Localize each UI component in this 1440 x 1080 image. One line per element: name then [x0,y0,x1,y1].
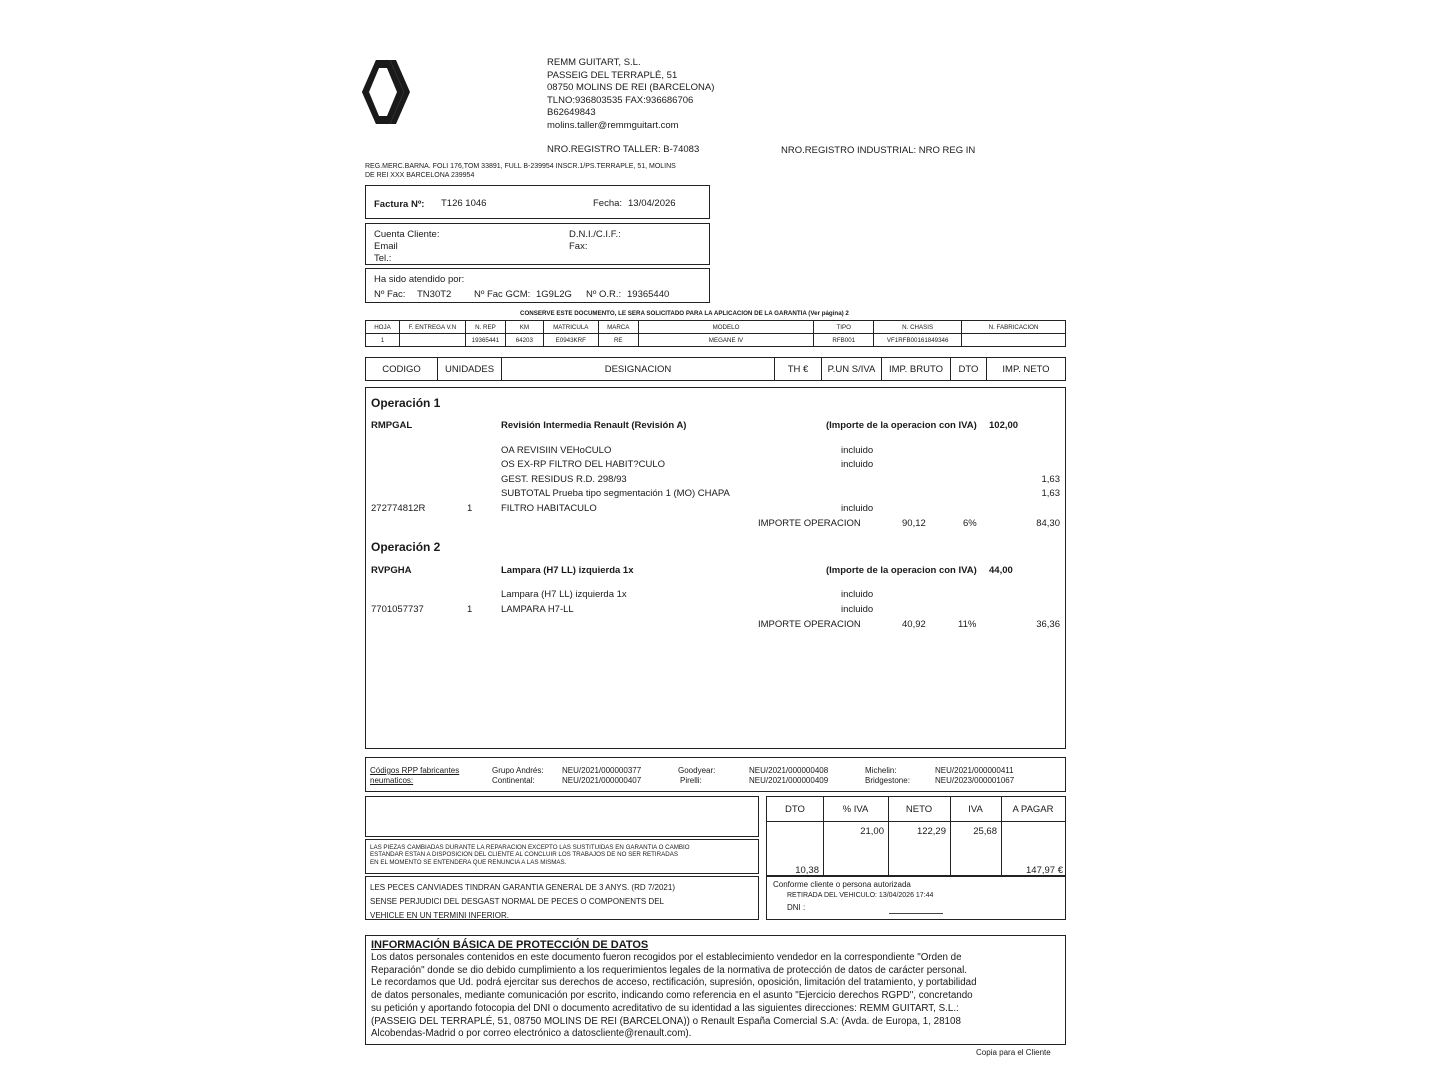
company-city: 08750 MOLINS DE REI (BARCELONA) [547,82,715,94]
rpp-code: NEU/2021/000000377 [562,766,642,775]
client-account-label: Cuenta Cliente: [374,229,440,240]
line-desc: OA REVISIIN VEHoCULO [501,445,612,456]
vehicle-header-cell: KM [505,321,543,334]
totals-header-pagar: A PAGAR [1012,804,1054,815]
vehicle-header-cell: N. FABRICACION [962,321,1066,334]
col-header-dto: DTO [951,358,987,380]
operation-2-summary-net: 36,36 [1036,619,1060,630]
guarantee-line-1: LES PECES CANVIADES TINDRAN GARANTIA GENERAL DE 3 ANYS. (RD 7/2021) [370,883,675,892]
operation-2-summary-label: IMPORTE OPERACION [758,619,861,630]
company-address [547,57,714,133]
vehicle-header-row [366,321,1066,334]
vehicle-header-cell: MATRICULA [543,321,598,334]
signature-line [889,913,943,914]
rpp-box [365,757,1066,792]
vehicle-value-cell: 64203 [505,334,543,347]
blank-notes-box [365,796,759,837]
registro-taller: NRO.REGISTRO TALLER: B-74083 [547,144,700,155]
privacy-box [365,935,1066,1045]
client-tel-label: Tel.: [374,253,392,264]
vehicle-header-cell: F. ENTREGA V.N [399,321,465,334]
rpp-brand: Continental: [492,776,535,785]
operation-2-summary-dto: 11% [958,619,977,630]
invoice-number: T126 1046 [441,198,487,209]
vehicle-header-cell: HOJA [366,321,400,334]
gcm-label: Nº Fac GCM: [474,289,531,300]
signature-retirada: RETIRADA DEL VEHICULO: 13/04/2026 17:44 [787,892,934,899]
col-header-unidades: UNIDADES [438,358,502,380]
renault-logo [360,58,412,126]
privacy-text [371,952,1060,1041]
operation-2-code: RVPGHA [371,565,412,576]
rpp-code: NEU/2021/000000409 [749,776,829,785]
operation-1-summary-net: 84,30 [1036,518,1060,529]
mercantil-line-1: REG.MERC.BARNA. FOLI 176,TOM 33891, FULL B-239954 INSCR.1/PS.TERRAPLE, 51, MOLINS [365,163,676,170]
parts-notice-line-1: LAS PIEZAS CAMBIADAS DURANTE LA REPARACION EXCEPTO LAS SUSTITUIDAS EN GARANTIA O CAMBIO [370,844,690,851]
operation-1-summary-label: IMPORTE OPERACION [758,518,861,529]
vehicle-value-cell [399,334,465,347]
nfac-label: Nº Fac: [374,289,406,300]
operation-1-iva-label: (Importe de la operacion con IVA) [826,420,977,431]
totals-header-iva: IVA [968,804,983,815]
operation-2-iva-label: (Importe de la operacion con IVA) [826,565,977,576]
vehicle-value-cell: 1 [366,334,400,347]
line-code: 7701057737 [371,604,424,615]
vehicle-header-cell: N. CHASIS [874,321,962,334]
line-status: incluido [841,459,874,470]
invoice-date-label: Fecha: [593,198,623,209]
col-header-pun: P.UN S/IVA [822,358,882,380]
lines-header [365,357,1066,381]
privacy-line: Le recordamos que Ud. podrá ejercitar sus derechos de acceso, rectificación, supresión, oposición, limitación del tratamiento, y portabilidad [371,977,977,989]
lines-body [365,387,1066,749]
client-email-label: Email [374,241,398,252]
line-desc: OS EX-RP FILTRO DEL HABIT?CULO [501,459,666,470]
col-header-bruto: IMP. BRUTO [882,358,951,380]
rpp-code: NEU/2021/000000408 [749,766,829,775]
line-desc: FILTRO HABITACULO [501,503,597,514]
guarantee-line-3: VEHICLE EN UN TERMINI INFERIOR. [370,911,509,920]
col-header-th: TH € [775,358,822,380]
vehicle-value-cell: 19365441 [465,334,505,347]
company-phones: TLNO:936803535 FAX:936686706 [547,94,694,106]
totals-box [766,796,1066,876]
guarantee-box [365,876,759,920]
mercantil-line-2: DE REI XXX BARCELONA 239954 [365,171,475,179]
privacy-line: su petición y aportando fotocopia del DNI o documento acreditativo de su identidad a las siguientes direcciones: REMM GUITART, S.L.: [371,1002,959,1014]
attended-label: Ha sido atendido por: [374,274,465,285]
line-net: 1,63 [1041,488,1060,499]
operation-2-title: Operación 2 [371,540,441,554]
operation-2-name: Lampara (H7 LL) izquierda 1x [501,565,634,576]
operation-1-iva-total: 102,00 [989,420,1019,431]
operation-2-iva-total: 44,00 [989,565,1013,576]
privacy-line: (PASSEIG DEL TERRAPLÉ, 51, 08750 MOLINS DE REI (BARCELONA)) o Renault España Comercial S.A: (Avda. de Europa, 1, 28108 [371,1015,961,1027]
line-status: incluido [841,445,874,456]
totals-iva: 25,68 [973,826,997,837]
col-header-neto: IMP. NETO [1002,363,1050,375]
operation-1-summary-dto: 6% [963,518,977,529]
totals-header-neto: NETO [905,804,933,815]
totals-iva-pct: 21,00 [860,826,884,837]
warranty-note: CONSERVE ESTE DOCUMENTO, LE SERA SOLICITADO PARA LA APLICACION DE LA GARANTIA (Ver página) 2 [520,310,849,317]
footer-copy: Copia para el Cliente [976,1048,1051,1057]
rpp-brand: Bridgestone: [865,776,910,785]
company-cif: B62649843 [547,107,596,119]
vehicle-value-cell [962,334,1066,347]
privacy-line: Los datos personales contenidos en este documento fueron recogidos por el establecimiento vendedor en la correspondiente "Orden de [371,952,962,963]
col-header-designacion: DESIGNACION [502,358,775,380]
vehicle-header-cell: MARCA [598,321,638,334]
vehicle-table [365,320,1066,347]
rpp-code: NEU/2021/000000411 [935,766,1014,775]
or-label: Nº O.R.: [586,289,622,300]
totals-pagar: 147,97 € [1026,865,1063,876]
company-email: molins.taller@remmguitart.com [547,119,679,131]
rpp-label-line-2: neumaticos: [370,775,414,785]
vehicle-header-cell: TIPO [814,321,874,334]
line-units: 1 [467,604,473,615]
vehicle-value-cell: RE [598,334,638,347]
rpp-brand: Michelin: [865,766,897,775]
vehicle-header-cell: MODELO [638,321,814,334]
company-street: PASSEIG DEL TERRAPLÉ, 51 [547,69,678,81]
guarantee-line-2: SENSE PERJUDICI DEL DESGAST NORMAL DE PECES O COMPONENTS DEL [370,897,664,906]
gcm-value: 1G9L2G [536,289,572,300]
line-net: 1,63 [1041,474,1060,485]
registro-mercantil [365,163,676,180]
rpp-brand: Pirelli: [680,776,702,785]
line-desc: GEST. RESIDUS R.D. 298/93 [501,474,627,485]
or-value: 19365440 [627,289,670,300]
operation-1-code: RMPGAL [371,420,413,431]
line-status: incluido [841,589,874,600]
invoice-number-label: Factura Nº: [374,199,425,210]
vehicle-value-cell: MEGANE IV [638,334,814,347]
signature-conforme: Conforme cliente o persona autorizada [773,880,911,889]
client-dni-label: D.N.I./C.I.F.: [569,229,621,240]
totals-neto: 122,29 [916,826,946,837]
privacy-title: INFORMACIÓN BÁSICA DE PROTECCIÓN DE DATOS [371,939,649,951]
vehicle-value-cell: RFB001 [814,334,874,347]
rpp-code: NEU/2021/000000407 [562,776,642,785]
rpp-label-line-1: Códigos RPP fabricantes [370,766,460,775]
totals-header-iva-pct: % IVA [842,804,869,815]
line-code: 272774812R [371,503,426,514]
client-fax-label: Fax: [569,241,588,252]
vehicle-value-row [366,334,1066,347]
line-status: incluido [841,604,874,615]
signature-box [766,876,1066,920]
signature-dni: DNI : [787,903,806,912]
invoice-date: 13/04/2026 [628,198,676,209]
parts-notice-line-3: EN EL MOMENTO SE ENTENDERA QUE RENUNCIA A LAS MISMAS. [370,858,567,866]
rpp-label [370,766,459,785]
totals-dto: 10,38 [795,865,819,876]
vehicle-header-cell: N. REP [465,321,505,334]
rpp-brand: Grupo Andrés: [492,766,544,775]
registro-industrial: NRO.REGISTRO INDUSTRIAL: NRO REG IN [781,145,976,156]
invoice-number-box [365,185,710,219]
operation-1-summary-gross: 90,12 [902,518,926,529]
rpp-brand: Goodyear: [678,766,716,775]
parts-notice-line-2: ESTANDAR ESTAN A DISPOSICION DEL CLIENTE AL CONCLUIR LOS TRABAJOS DE NO SER RETIRADAS [370,851,678,859]
totals-header-dto: DTO [785,804,805,815]
rpp-code: NEU/2023/000001067 [935,776,1015,785]
privacy-line: Reparación" donde se dio debido cumplimiento a los requerimientos legales de la normativa de protección de datos de carácter personal. [371,964,967,976]
vehicle-value-cell: E0943KRF [543,334,598,347]
line-desc: SUBTOTAL Prueba tipo segmentación 1 (MO) CHAPA [501,488,730,499]
line-status: incluido [841,503,874,514]
line-desc: Lampara (H7 LL) izquierda 1x [501,589,627,600]
operation-1-title: Operación 1 [371,396,441,410]
privacy-line: de datos personales, mediante comunicación por escrito, indicando como referencia en el asunto "Ejercicio derechos RGPD", concretando [371,990,973,1002]
nfac-value: TN30T2 [417,289,452,300]
line-desc: LAMPARA H7-LL [501,604,574,615]
operation-1-name: Revisión Intermedia Renault (Revisión A) [501,420,687,431]
vehicle-value-cell: VF1RFB00161849346 [874,334,962,347]
col-header-codigo: CODIGO [366,358,438,380]
privacy-line: Alcobendas-Madrid o por correo electrónico a datoscliente@renault.com). [371,1028,692,1040]
company-name: REMM GUITART, S.L. [547,57,641,68]
attended-box [365,268,710,303]
client-box [365,223,710,265]
line-units: 1 [467,503,473,514]
parts-notice-box [365,839,759,874]
operation-2-summary-gross: 40,92 [902,619,926,630]
